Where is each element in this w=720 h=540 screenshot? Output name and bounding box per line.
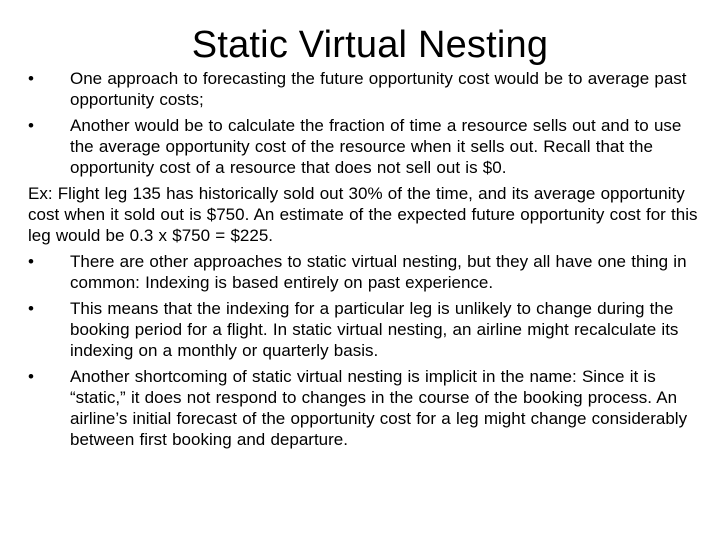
bullet-text: There are other approaches to static virtual nesting, but they all have one thing in common: Indexing is based entirely on past experience. — [70, 252, 687, 292]
bullet-icon: • — [28, 116, 34, 135]
bullet-icon: • — [28, 367, 34, 386]
bullet-icon: • — [28, 299, 34, 318]
bullet-item — [28, 68, 708, 110]
bullet-text: This means that the indexing for a particular leg is unlikely to change during the booking period for a flight. In static virtual nesting, an airline might recalculate its indexing on a monthly or quarterly basis. — [70, 299, 679, 360]
bullet-text: Another shortcoming of static virtual nesting is implicit in the name: Since it is “static,” it does not respond to changes in the course of the booking process. An airline’s initial forecast of the opportunity cost for a leg might change considerably between first booking and departure. — [70, 367, 688, 449]
slide-title: Static Virtual Nesting — [191, 24, 549, 66]
bullet-item — [28, 115, 708, 178]
bullet-item — [28, 366, 708, 450]
bullet-item — [28, 298, 708, 361]
bullet-text: Another would be to calculate the fraction of time a resource sells out and to use the average opportunity cost of the resource when it sells out. Recall that the opportunity cost of a resource that does not sell out is $0. — [70, 116, 682, 177]
bullet-icon: • — [28, 69, 34, 88]
bullet-text: One approach to forecasting the future opportunity cost would be to average past opportunity costs; — [70, 69, 687, 109]
example-paragraph: Ex: Flight leg 135 has historically sold out 30% of the time, and its average opportunity cost when it sold out is $750. An estimate of the expected future opportunity cost for this leg would be 0.3 x $750 = $225. — [28, 184, 698, 245]
bullet-icon: • — [28, 252, 34, 271]
bullet-item — [28, 251, 708, 293]
slide-body — [28, 68, 708, 455]
